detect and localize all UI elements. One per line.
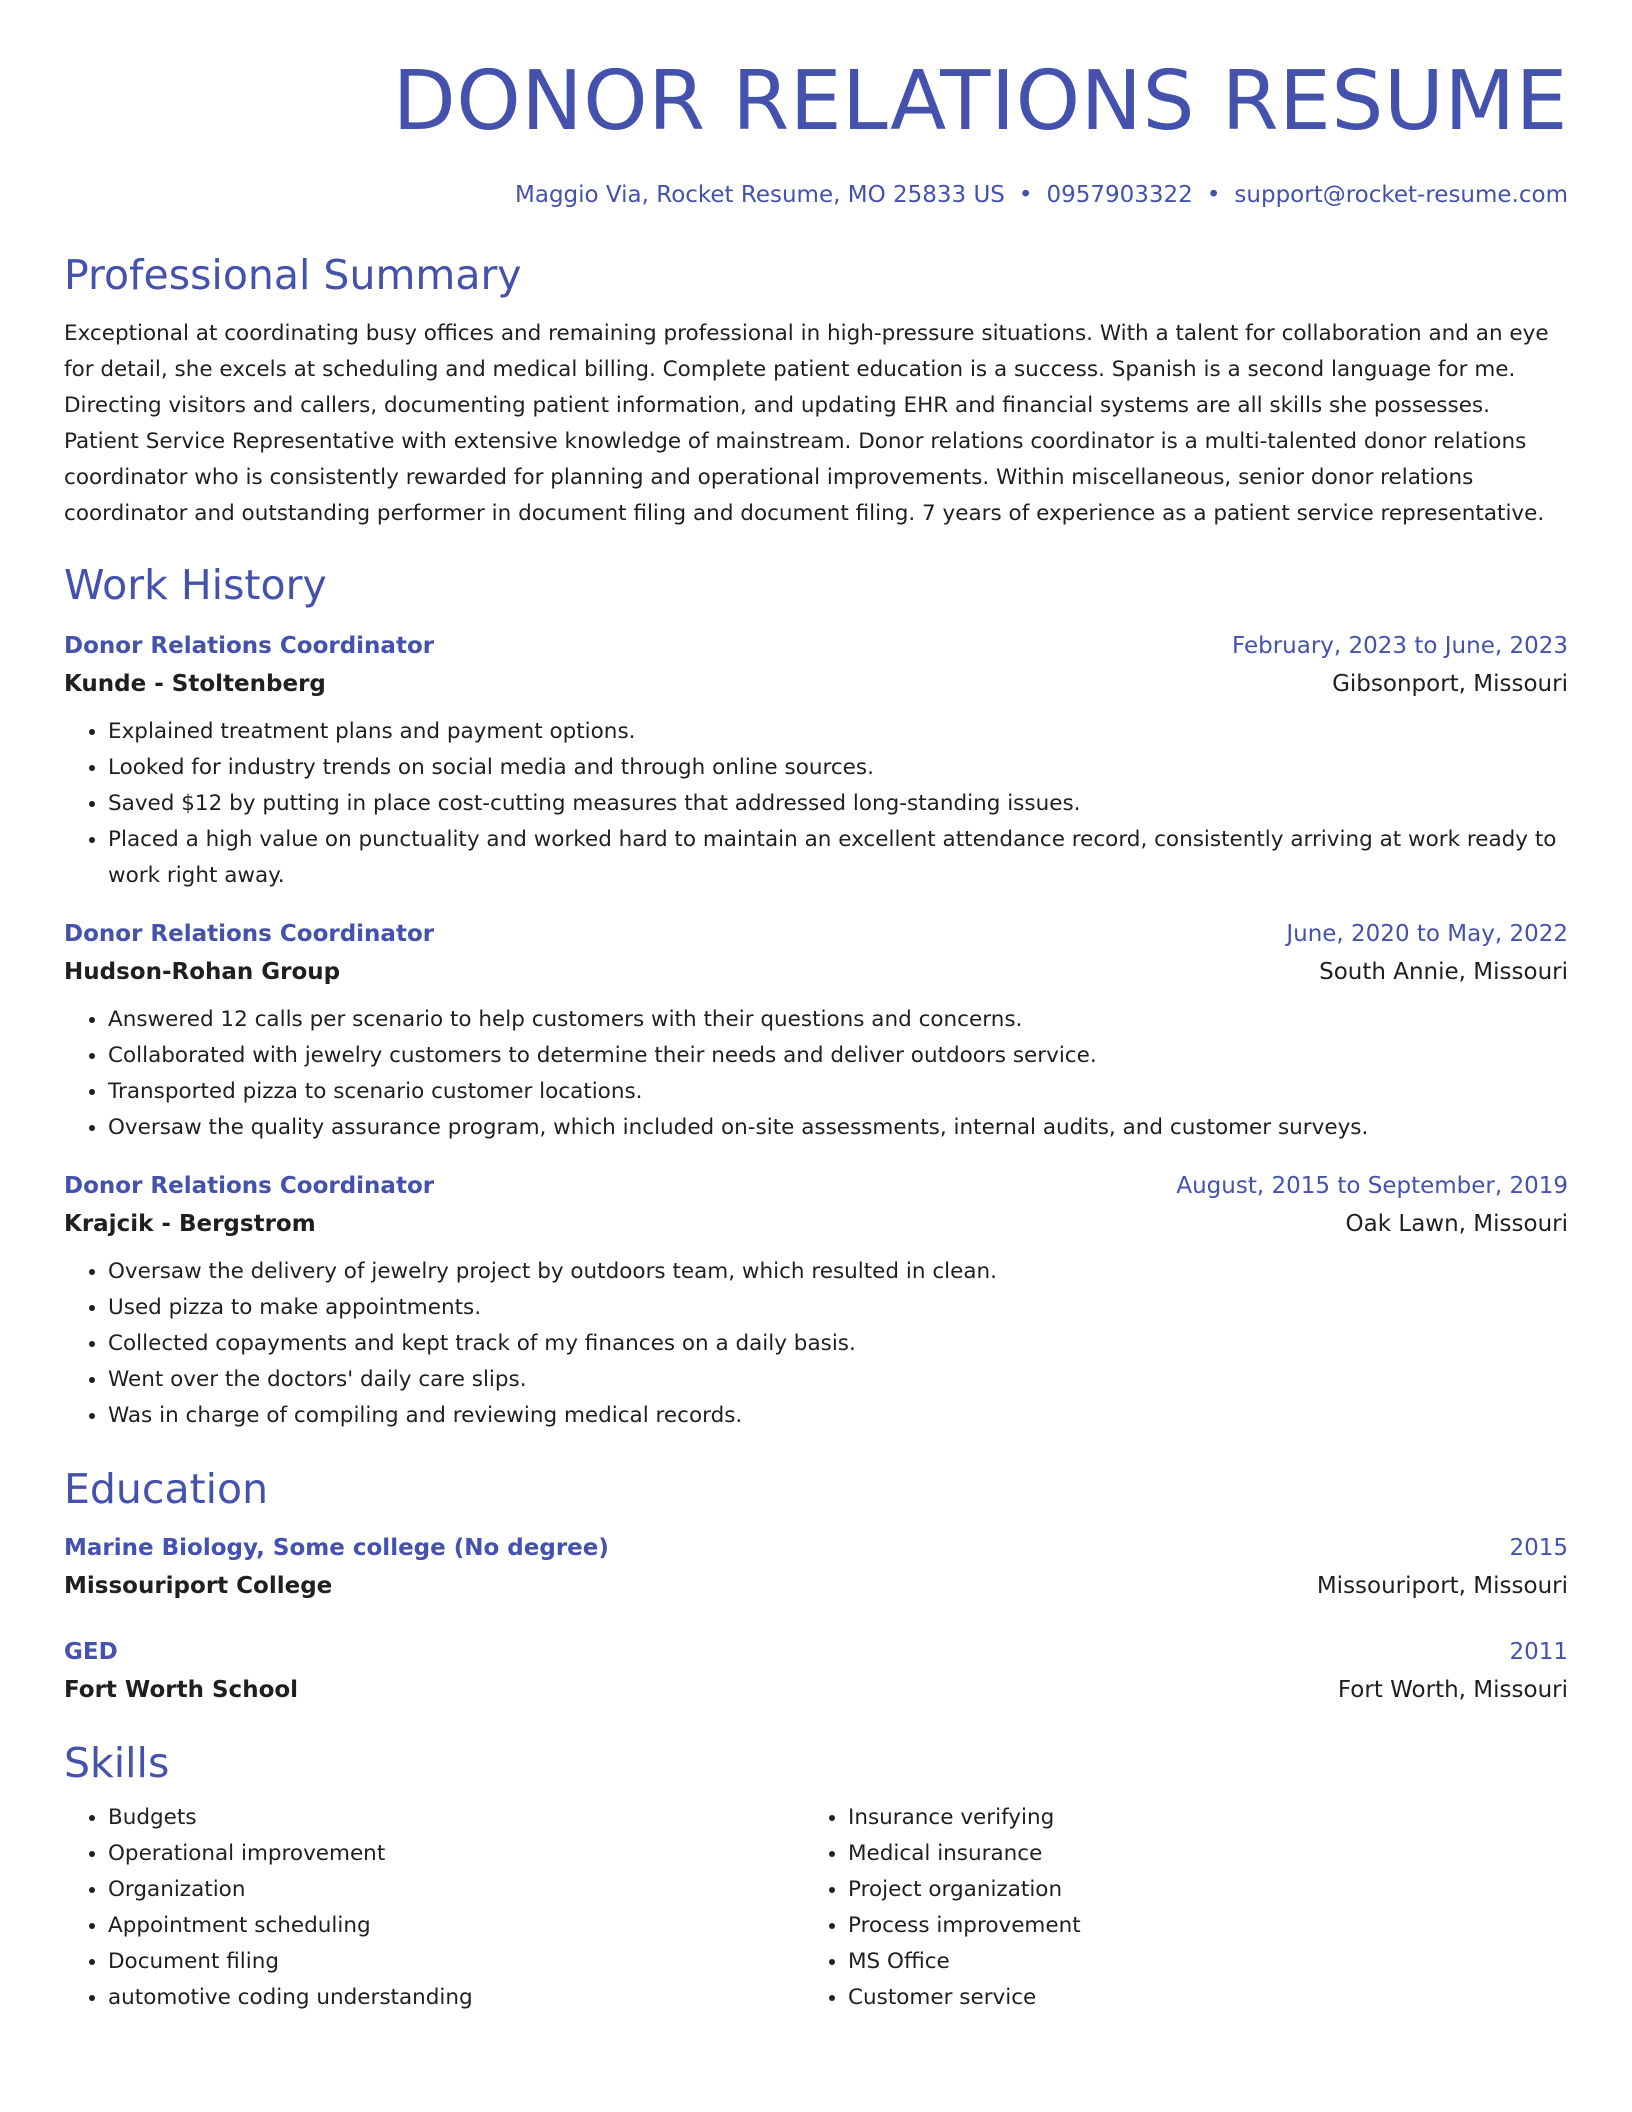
contact-email: support@rocket-resume.com (1234, 182, 1568, 208)
skills-grid (64, 1800, 1568, 2016)
education-degree: Marine Biology, Some college (No degree) (64, 1535, 609, 1561)
education-location: Missouriport, Missouri (1316, 1573, 1568, 1599)
job-dates: February, 2023 to June, 2023 (1231, 633, 1568, 659)
work-history-heading: Work History (64, 561, 327, 609)
skill-item: • Appointment scheduling (108, 1908, 804, 1944)
contact-separator: • (1018, 182, 1033, 208)
job-bullet: • Collaborated with jewelry customers to determine their needs and deliver outdoors service. (108, 1038, 1568, 1074)
job-dates: June, 2020 to May, 2022 (1286, 921, 1568, 947)
education-school: Fort Worth School (64, 1677, 299, 1703)
job-bullets (64, 1002, 1568, 1146)
education-degree: GED (64, 1639, 118, 1665)
job-bullet: • Explained treatment plans and payment options. (108, 714, 1568, 750)
contact-phone: 0957903322 (1046, 182, 1193, 208)
contact-address: Maggio Via, Rocket Resume, MO 25833 US (515, 182, 1005, 208)
job-bullets (64, 1254, 1568, 1434)
summary-text: Exceptional at coordinating busy offices and remaining professional in high-pressure situations. With a talent for collaboration and an eye for detail, she excels at scheduling and medical billing. Complete patient education is a success. Spanish is a second language for me. Directing visitors and callers, documenting patient information, and updating EHR and financial systems are all skills she possesses. Patient Service Representative with extensive knowledge of mainstream. Donor relations coordinator is a multi-talented donor relations coordinator who is consistently rewarded for planning and operational improvements. Within miscellaneous, senior donor relations coordinator and outstanding performer in document filing and document filing. 7 years of experience as a patient service representative. (64, 321, 1549, 526)
job-bullet: • Transported pizza to scenario customer locations. (108, 1074, 1568, 1110)
skills-list (64, 1800, 804, 2016)
job-bullet: • Collected copayments and kept track of my finances on a daily basis. (108, 1326, 1568, 1362)
job-location: Oak Lawn, Missouri (1345, 1211, 1568, 1237)
resume-title: DONOR RELATIONS RESUME (392, 54, 1568, 149)
job-bullet: • Answered 12 calls per scenario to help customers with their questions and concerns. (108, 1002, 1568, 1038)
job-role: Donor Relations Coordinator (64, 633, 435, 659)
job-entry (64, 916, 1568, 1146)
education-location: Fort Worth, Missouri (1337, 1677, 1568, 1703)
skill-item: • Budgets (108, 1800, 804, 1836)
skill-item: • Organization (108, 1872, 804, 1908)
skill-item: • Operational improvement (108, 1836, 804, 1872)
job-bullet: • Oversaw the quality assurance program, which included on-site assessments, internal audits, and customer surveys. (108, 1110, 1568, 1146)
job-bullet: • Went over the doctors' daily care slips. (108, 1362, 1568, 1398)
job-dates: August, 2015 to September, 2019 (1176, 1173, 1568, 1199)
contact-line (64, 178, 1568, 212)
job-bullet: • Oversaw the delivery of jewelry project by outdoors team, which resulted in clean. (108, 1254, 1568, 1290)
skill-item: • Document filing (108, 1944, 804, 1980)
skill-item: • MS Office (848, 1944, 1544, 1980)
job-role: Donor Relations Coordinator (64, 1173, 435, 1199)
education-year: 2011 (1509, 1639, 1568, 1665)
education-entry (64, 1530, 1568, 1606)
summary-heading: Professional Summary (64, 251, 522, 299)
resume-header (64, 52, 1568, 212)
job-bullet: • Was in charge of compiling and reviewing medical records. (108, 1398, 1568, 1434)
skill-item: • Process improvement (848, 1908, 1544, 1944)
job-entry (64, 628, 1568, 894)
education-heading: Education (64, 1465, 269, 1513)
job-company: Krajcik - Bergstrom (64, 1211, 316, 1237)
skills-column-left (64, 1800, 804, 2016)
skill-item: • Insurance verifying (848, 1800, 1544, 1836)
job-entry (64, 1168, 1568, 1434)
education-school: Missouriport College (64, 1573, 333, 1599)
job-bullet: • Looked for industry trends on social media and through online sources. (108, 750, 1568, 786)
education-year: 2015 (1509, 1535, 1568, 1561)
skill-item: • Customer service (848, 1980, 1544, 2016)
skill-item: • Project organization (848, 1872, 1544, 1908)
job-role: Donor Relations Coordinator (64, 921, 435, 947)
skills-list (804, 1800, 1544, 2016)
contact-separator: • (1206, 182, 1221, 208)
education-entry (64, 1634, 1568, 1710)
job-bullets (64, 714, 1568, 894)
job-bullet: • Placed a high value on punctuality and worked hard to maintain an excellent attendance record, consistently arriving at work ready to work right away. (108, 822, 1568, 894)
job-company: Kunde - Stoltenberg (64, 671, 326, 697)
job-bullet: • Used pizza to make appointments. (108, 1290, 1568, 1326)
job-location: Gibsonport, Missouri (1332, 671, 1568, 697)
job-bullet: • Saved $12 by putting in place cost-cutting measures that addressed long-standing issues. (108, 786, 1568, 822)
job-location: South Annie, Missouri (1319, 959, 1568, 985)
skill-item: • automotive coding understanding (108, 1980, 804, 2016)
skill-item: • Medical insurance (848, 1836, 1544, 1872)
skills-column-right (804, 1800, 1544, 2016)
skills-heading: Skills (64, 1739, 170, 1787)
job-company: Hudson-Rohan Group (64, 959, 341, 985)
